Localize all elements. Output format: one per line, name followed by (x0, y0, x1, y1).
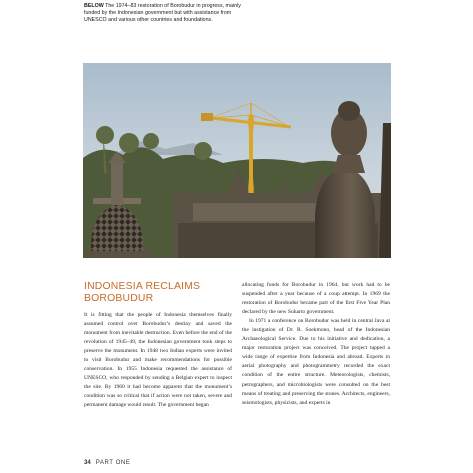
restoration-photo (83, 63, 391, 258)
left-column (84, 311, 232, 411)
paragraph: In 1971 a conference on Borobudur was held in central Java at the instigation of Dr. R. Soekmono, head of the Indonesian Archaeological Service. Due to his initiative and dedication, a major restoration project was conceived. The project tapped a wide range of expertise from Indonesia and abroad. Experts in aerial photography and photogrammetry recorded the exact condition of the entire structure. Meteorologists, chemists, petrographers, and microbiologists were consulted on the best means of treating and preserving the stones. Architects, engineers, seismologists, physicists, and experts in (242, 318, 390, 406)
section-heading: INDONESIA RECLAIMS BOROBUDUR (84, 281, 201, 304)
caption-lead: BELOW (84, 3, 104, 9)
caption-text: The 1974–83 restoration of Borobudur in progress, mainly funded by the Indonesian government but with assistance from UNESCO and various other countries and foundations. (84, 3, 241, 24)
right-column (242, 281, 390, 408)
paragraph: It is fitting that the people of Indonesia themselves finally assumed control over Borobudur’s destiny and saved the monument from inevitable destruction. Even before the end of the revolution of 1945–49, the Indonesian government took steps to preserve the monument. In 1948 two Indian experts were invited to visit Borobudur and make recommendations for possible conservation. In 1955 Indonesia requested the assistance of UNESCO, who responded by sending a Belgian expert to inspect the site. By 1960 it had become apparent that the monument’s condition was so critical that if action were not taken, severe and permanent damage would result. The government began (84, 312, 232, 409)
page-footer (84, 460, 131, 466)
section-label: PART ONE (95, 460, 131, 466)
photo-caption (84, 3, 254, 25)
page-number: 34 (84, 460, 91, 466)
paragraph: allocating funds for Borobudur in 1964, but work had to be suspended after a year because of a coup attempt. In 1969 the restoration of Borobudur became part of the first Five Year Plan declared by the new Suharto government. (242, 282, 390, 316)
crane-cab (201, 113, 213, 121)
